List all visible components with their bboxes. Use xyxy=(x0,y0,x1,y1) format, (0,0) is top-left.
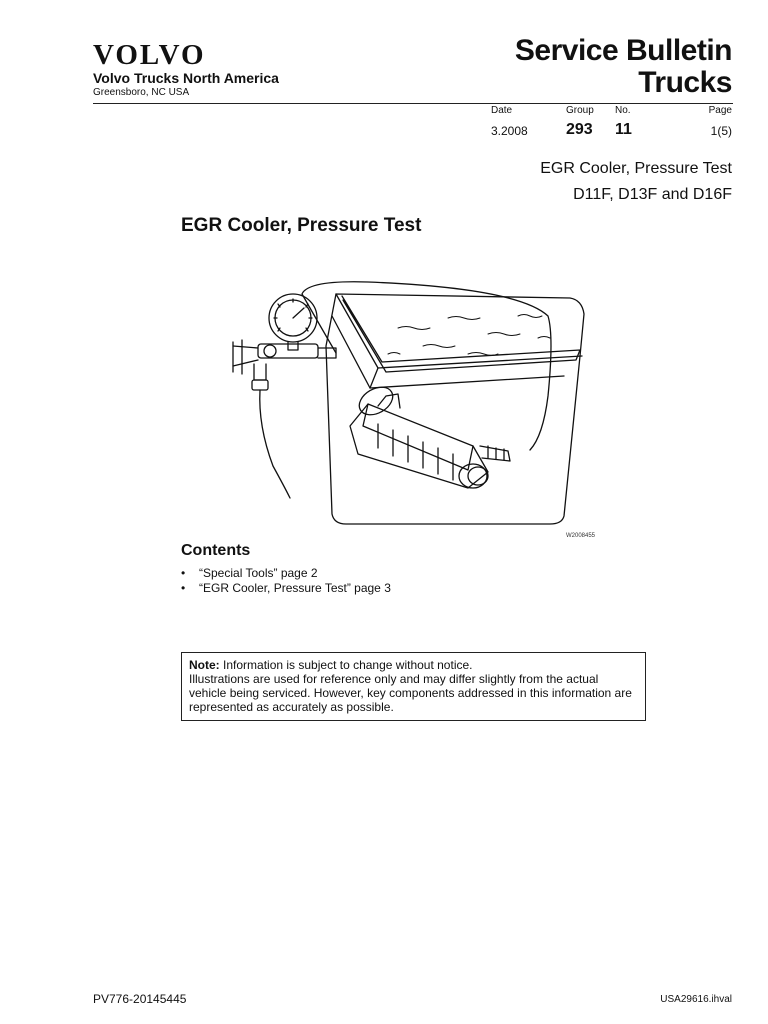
egr-cooler xyxy=(350,382,510,488)
note-box xyxy=(181,652,646,721)
date-value: 3.2008 xyxy=(491,124,528,138)
pressure-hose xyxy=(260,282,551,498)
group-value: 293 xyxy=(566,121,593,138)
bulletin-title-line2: Trucks xyxy=(638,66,732,99)
header-divider xyxy=(93,103,733,104)
document-title: EGR Cooler, Pressure Test xyxy=(181,215,422,236)
company-name: Volvo Trucks North America xyxy=(93,70,279,86)
contents-item-pressure-test[interactable]: • “EGR Cooler, Pressure Test” page 3 xyxy=(181,581,391,596)
company-location: Greensboro, NC USA xyxy=(93,87,190,98)
note-line1: Information is subject to change without notice. xyxy=(223,658,473,672)
footer-file-name: USA29616.ihval xyxy=(660,994,732,1005)
group-label: Group xyxy=(566,105,594,116)
note-label: Note: xyxy=(189,658,220,672)
contents-item-special-tools[interactable]: • “Special Tools” page 2 xyxy=(181,566,391,581)
note-first-line xyxy=(189,658,638,672)
subject-line2: D11F, D13F and D16F xyxy=(573,186,732,203)
valve-assembly xyxy=(233,340,336,390)
bulletin-title-line1: Service Bulletin xyxy=(514,34,732,67)
note-body: Illustrations are used for reference only and may differ slightly from the actual vehicle being serviced. However, key components addressed in this information are represented as accurately as possible. xyxy=(189,672,632,714)
pressure-gauge xyxy=(269,294,317,350)
number-value: 11 xyxy=(615,121,632,138)
water-surface xyxy=(388,315,550,356)
page-value: 1(5) xyxy=(710,124,732,138)
volvo-logo: VOLVO xyxy=(93,39,206,71)
contents-heading: Contents xyxy=(181,542,251,559)
bulletin-title xyxy=(515,35,732,99)
figure-code: W2008455 xyxy=(566,533,596,539)
subject-line1: EGR Cooler, Pressure Test xyxy=(540,160,732,177)
egr-cooler-test-illustration xyxy=(218,276,598,536)
contents-list xyxy=(181,566,391,596)
date-label: Date xyxy=(491,105,513,116)
page-label: Page xyxy=(708,105,732,116)
footer-document-id: PV776-20145445 xyxy=(93,992,187,1006)
number-label: No. xyxy=(615,105,631,116)
